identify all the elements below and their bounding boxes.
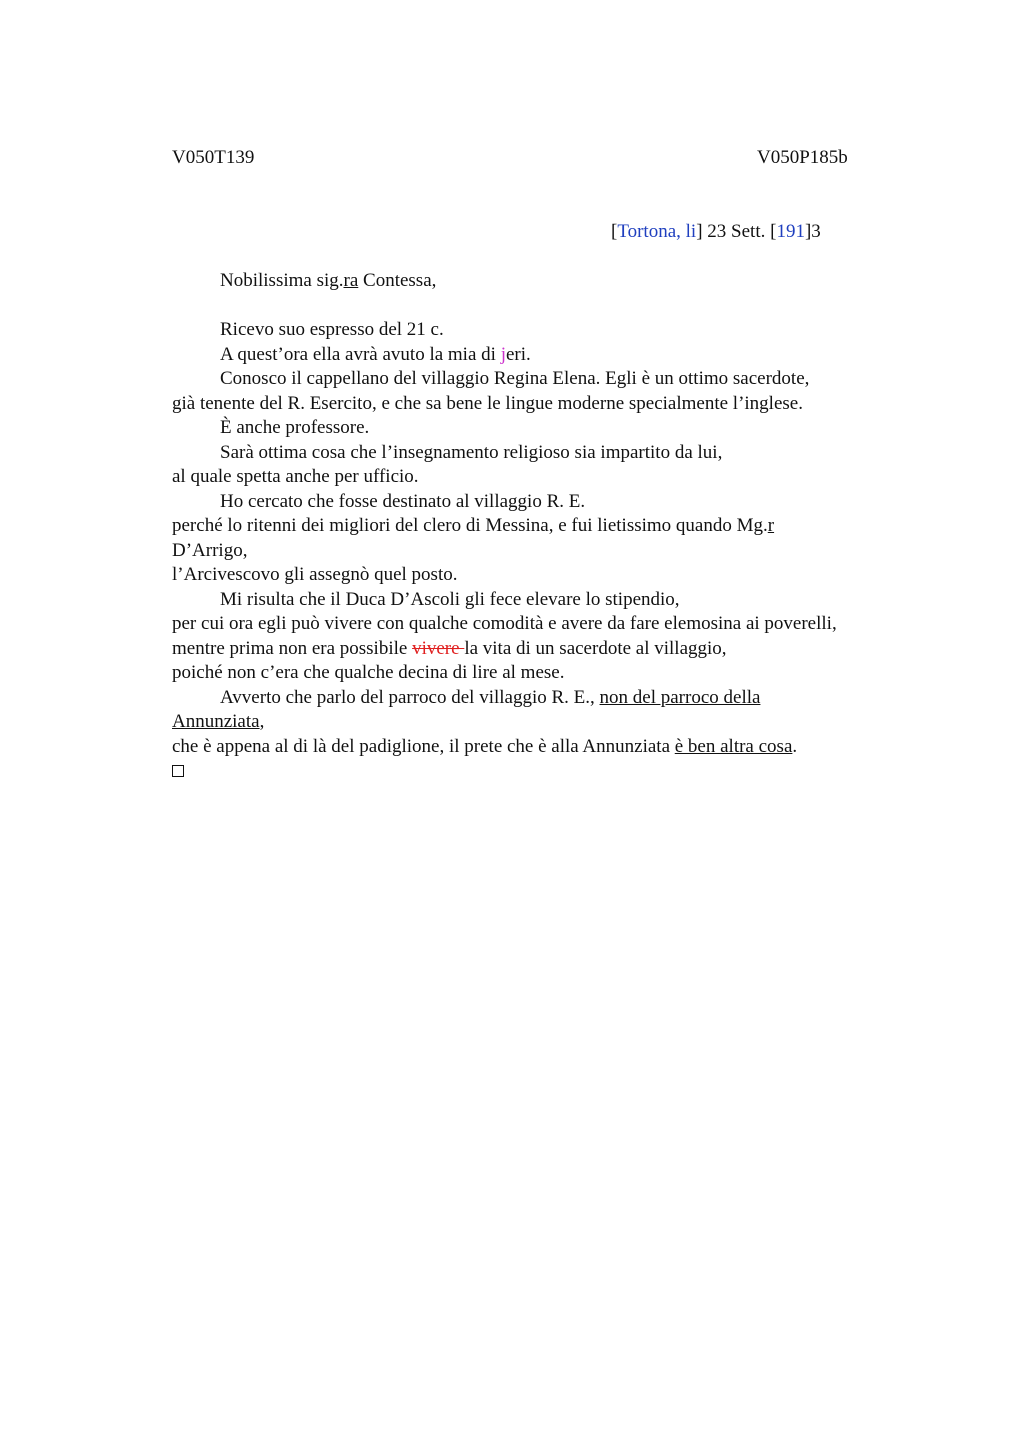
document-code-left: V050T139 — [172, 147, 255, 168]
document-code-right: V050P185b — [757, 147, 848, 168]
text-segment: eri. — [505, 343, 531, 365]
text-segment: Avverto che parlo del parroco del villaggio R. E., — [220, 686, 600, 708]
body-line: Mi risulta che il Duca D’Ascoli gli fece elevare lo stipendio, — [220, 588, 680, 610]
body-line: Ho cercato che fosse destinato al villaggio R. E. — [220, 490, 586, 512]
salutation-text: Nobilissima sig. — [220, 270, 344, 291]
date-bracket-open: [ — [611, 221, 618, 242]
year-prefix: 191 — [776, 221, 805, 242]
date-bracket-close: ] — [696, 221, 703, 242]
corrected-letter: j — [500, 343, 506, 365]
body-line: Conosco il cappellano del villaggio Regina Elena. Egli è un ottimo sacerdote, — [220, 368, 810, 389]
date-day-month: 23 Sett. — [702, 221, 771, 242]
year-suffix: 3 — [811, 221, 821, 242]
deleted-word: vivere — [412, 637, 465, 659]
body-line: D’Arrigo, — [172, 539, 248, 561]
salutation-abbreviation: ra — [343, 270, 359, 291]
text-segment: che è appena al di là del padiglione, il prete che è alla Annunziata — [172, 735, 675, 757]
body-line: È anche professore. — [220, 417, 370, 438]
body-line — [172, 514, 902, 539]
year-bracket-close: ] — [804, 221, 812, 242]
letter-body — [172, 318, 902, 784]
body-line: per cui ora egli può vivere con qualche comodità e avere da fare elemosina ai poverelli, — [172, 613, 837, 634]
body-line — [172, 343, 902, 368]
underlined-text: Annunziata — [172, 711, 260, 732]
body-line: poiché non c’era che qualche decina di lire al mese. — [172, 662, 565, 683]
body-line — [172, 710, 902, 735]
body-line — [172, 735, 902, 760]
end-marker-line — [172, 759, 902, 784]
text-segment: , — [259, 711, 265, 732]
text-segment: mentre prima non era possibile — [172, 637, 413, 659]
date-line — [611, 221, 821, 243]
body-line: Ricevo suo espresso del 21 c. — [220, 319, 444, 340]
salutation-text-end: Contessa, — [358, 270, 437, 291]
underlined-text: è ben altra cosa — [674, 735, 793, 757]
end-of-document-square-icon — [172, 765, 184, 777]
text-segment: perché lo ritenni dei migliori del clero di Messina, e fui lietissimo quando Mg. — [172, 515, 768, 536]
year-bracket-open: [ — [770, 221, 777, 242]
date-place: Tortona, li — [617, 221, 697, 242]
body-line: al quale spetta anche per ufficio. — [172, 466, 419, 487]
body-line — [172, 637, 902, 662]
body-line: Sarà ottima cosa che l’insegnamento religioso sia impartito da lui, — [220, 441, 723, 463]
abbreviation-superscript: r — [767, 515, 775, 536]
body-line — [172, 686, 902, 711]
text-segment: A quest’ora ella avrà avuto la mia di — [220, 343, 501, 365]
text-segment: . — [792, 735, 798, 757]
body-line: l’Arcivescovo gli assegnò quel posto. — [172, 564, 458, 585]
underlined-text: non del parroco della — [599, 686, 761, 708]
text-segment: la vita di un sacerdote al villaggio, — [464, 637, 727, 659]
body-line: già tenente del R. Esercito, e che sa bene le lingue moderne specialmente l’inglese. — [172, 392, 803, 414]
salutation — [220, 270, 436, 292]
